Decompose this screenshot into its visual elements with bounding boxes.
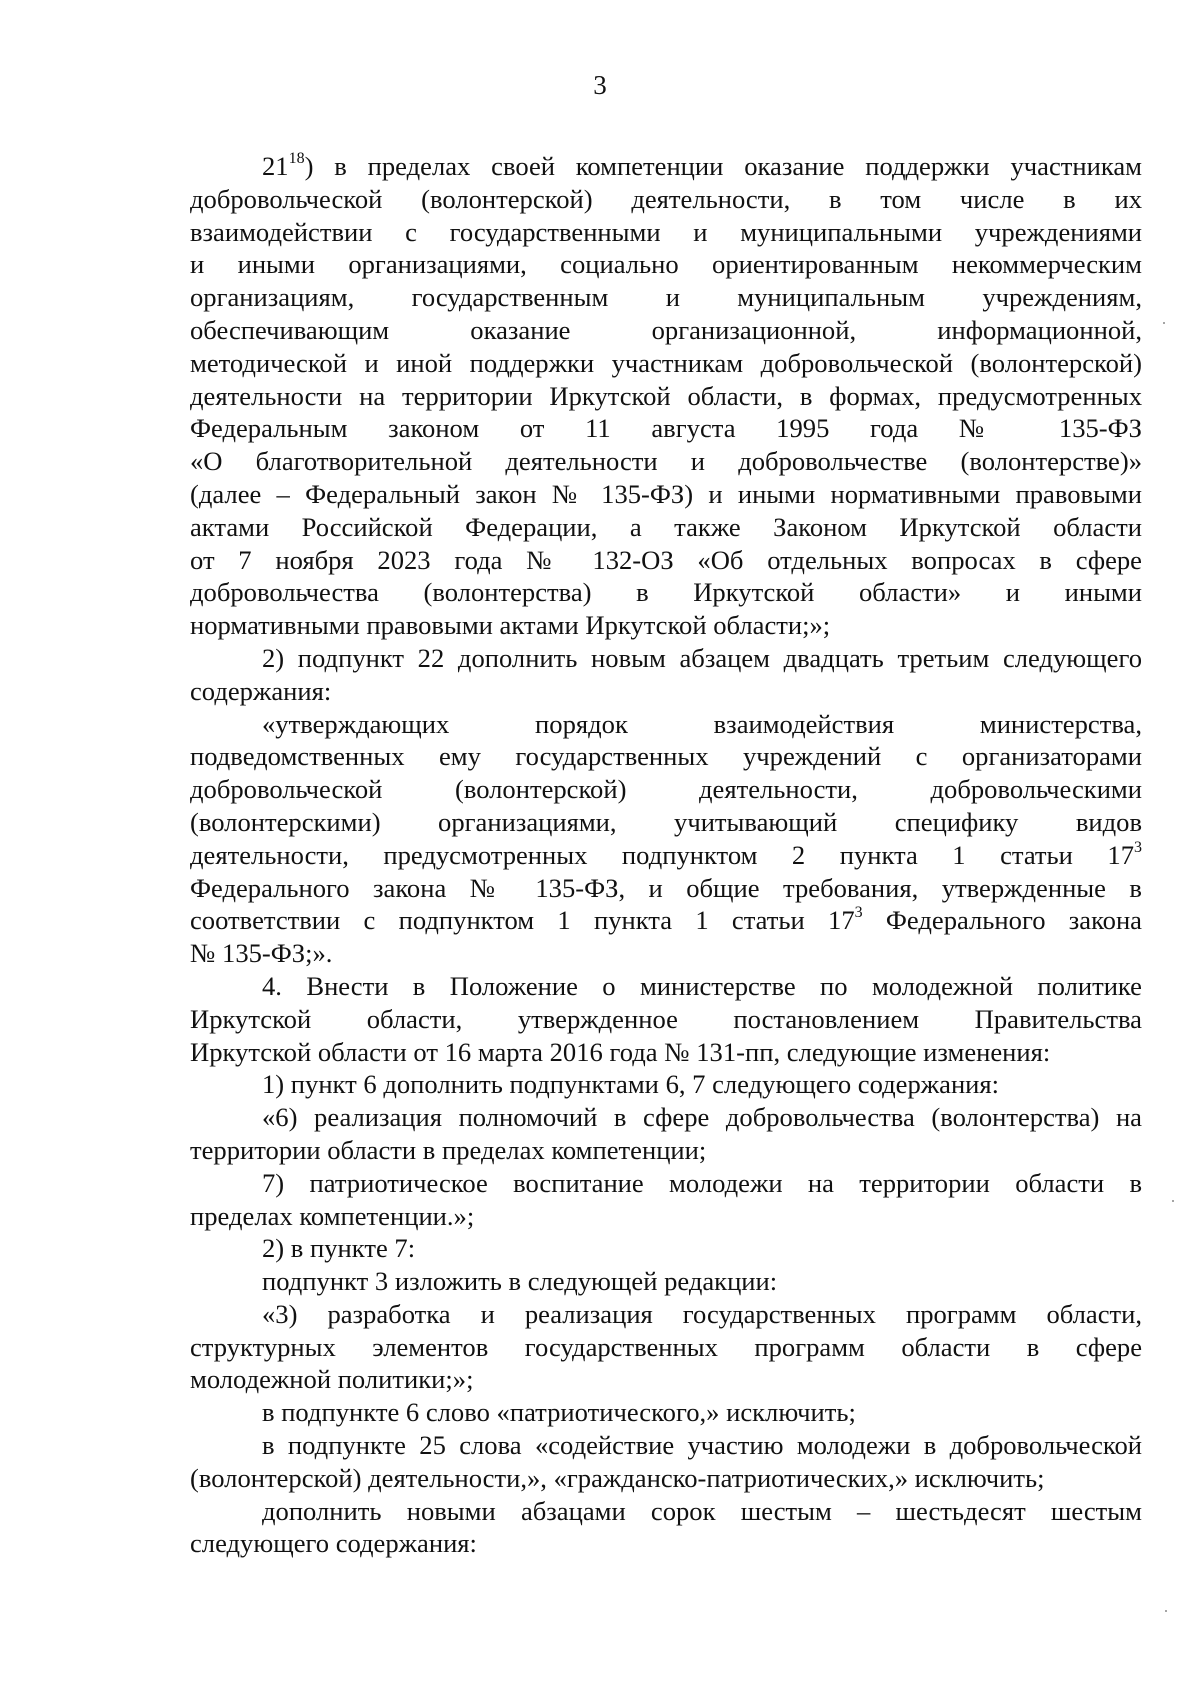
text-line: дополнить новыми абзацами сорок шестым – шестьдесят шестым <box>262 1495 1142 1526</box>
text-line: Федеральным законом от 11 августа 1995 года № 135-ФЗ <box>190 413 1142 444</box>
text-line: № 135-ФЗ;». <box>190 938 333 969</box>
text-line: взаимодействии с государственными и муниципальными учреждениями <box>190 216 1142 247</box>
text-line: добровольческой (волонтерской) деятельности, добровольческими <box>190 774 1142 805</box>
scan-speck <box>1172 1200 1174 1202</box>
text-line: методической и иной поддержки участникам добровольческой (волонтерской) <box>190 347 1142 378</box>
paragraph <box>190 1429 1142 1495</box>
text-line: «3) разработка и реализация государственных программ области, <box>262 1298 1142 1329</box>
text-line: актами Российской Федерации, а также Законом Иркутской области <box>190 511 1142 542</box>
text-line: деятельности на территории Иркутской области, в формах, предусмотренных <box>190 380 1142 411</box>
text-line: Иркутской области, утвержденное постановлением Правительства <box>190 1003 1142 1034</box>
page-number: 3 <box>593 70 607 100</box>
paragraph <box>190 1396 1142 1429</box>
text-line: содержания: <box>190 675 332 706</box>
text-line: от 7 ноября 2023 года № 132-ОЗ «Об отдельных вопросах в сфере <box>190 544 1142 575</box>
text-line: 4. Внести в Положение о министерстве по молодежной политике <box>262 970 1142 1001</box>
text-line: 1) пункт 6 дополнить подпунктами 6, 7 следующего содержания: <box>262 1069 1000 1100</box>
paragraph <box>190 970 1142 1068</box>
paragraph <box>190 1495 1142 1561</box>
paragraph <box>190 642 1142 708</box>
text-line: и иными организациями, социально ориентированным некоммерческим <box>190 249 1142 280</box>
text-line: соответствии с подпунктом 1 пункта 1 статьи $17^3$ Федерального закона <box>190 904 1142 936</box>
text-line: «О благотворительной деятельности и добровольчестве (волонтерстве)» <box>190 446 1142 477</box>
scan-speck <box>1163 322 1165 324</box>
paragraph <box>190 1101 1142 1167</box>
text-line: структурных элементов государственных программ области в сфере <box>190 1331 1142 1362</box>
text-line: пределах компетенции.»; <box>190 1200 475 1231</box>
text-line: добровольческой (волонтерской) деятельности, в том числе в их <box>190 183 1142 214</box>
paragraph <box>190 1232 1142 1265</box>
superscript: 3 <box>1134 838 1142 856</box>
paragraph <box>190 708 1142 970</box>
text-line: $21^{18}$) в пределах своей компетенции оказание поддержки участникам <box>262 150 1142 181</box>
scan-speck <box>1165 1610 1167 1612</box>
paragraph <box>190 150 1142 642</box>
text-line: Федерального закона № 135-ФЗ, и общие требования, утвержденные в <box>190 872 1142 903</box>
document-body <box>190 150 1142 1560</box>
text-line: обеспечивающим оказание организационной, информационной, <box>190 314 1142 345</box>
text-line: Иркутской области от 16 марта 2016 года № 131-пп, следующие изменения: <box>190 1036 1051 1067</box>
text-line: 2) подпункт 22 дополнить новым абзацем двадцать третьим следующего <box>262 642 1142 673</box>
paragraph <box>190 1265 1142 1298</box>
text-line: в подпункте 25 слова «содействие участию молодежи в добровольческой <box>262 1430 1142 1461</box>
text-line: добровольчества (волонтерства) в Иркутской области» и иными <box>190 577 1142 608</box>
text-line: 7) патриотическое воспитание молодежи на территории области в <box>262 1167 1142 1198</box>
text-line: территории области в пределах компетенции; <box>190 1134 707 1165</box>
text-line: деятельности, предусмотренных подпунктом 2 пункта 1 статьи $17^3$ <box>190 838 1142 870</box>
superscript: 3 <box>854 904 863 922</box>
superscript: 18 <box>288 150 305 168</box>
text-line: (далее – Федеральный закон № 135-ФЗ) и иными нормативными правовыми <box>190 478 1142 509</box>
text-line: молодежной политики;»; <box>190 1364 474 1395</box>
text-line: (волонтерскими) организациями, учитывающий специфику видов <box>190 806 1142 837</box>
paragraph <box>190 1167 1142 1233</box>
text-line: «6) реализация полномочий в сфере добровольчества (волонтерства) на <box>262 1102 1142 1133</box>
text-line: организациям, государственным и муниципальным учреждениям, <box>190 282 1142 313</box>
text-line: 2) в пункте 7: <box>262 1233 416 1264</box>
text-line: (волонтерской) деятельности,», «гражданско-патриотических,» исключить; <box>190 1462 1045 1493</box>
text-line: «утверждающих порядок взаимодействия министерства, <box>262 708 1142 739</box>
text-line: подведомственных ему государственных учреждений с организаторами <box>190 741 1142 772</box>
text-line: нормативными правовыми актами Иркутской области;»; <box>190 610 831 641</box>
text-line: подпункт 3 изложить в следующей редакции: <box>262 1266 778 1297</box>
text-line: в подпункте 6 слово «патриотического,» исключить; <box>262 1397 856 1428</box>
text-line: следующего содержания: <box>190 1528 477 1559</box>
paragraph <box>190 1068 1142 1101</box>
paragraph <box>190 1298 1142 1396</box>
